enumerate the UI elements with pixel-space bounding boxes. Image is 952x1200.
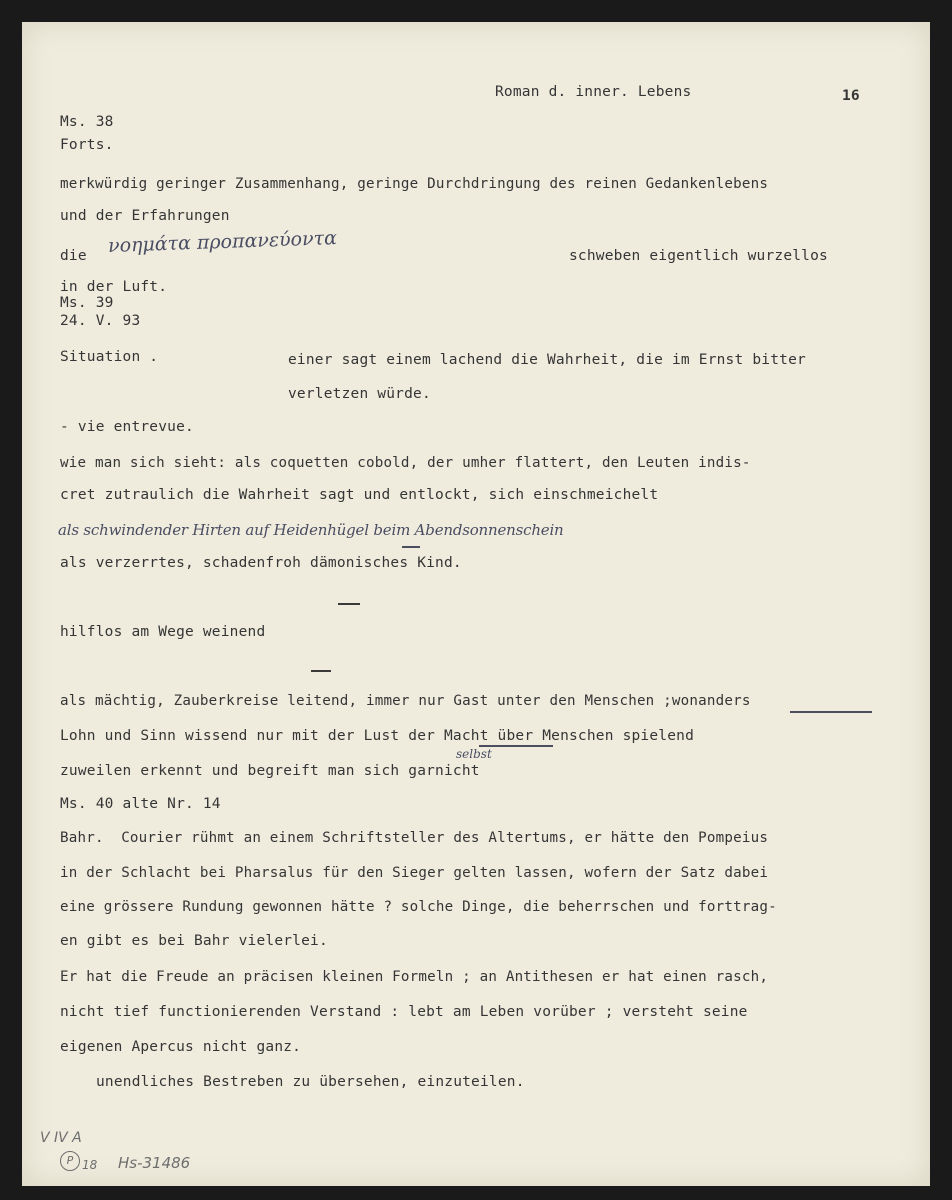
text-line: unendliches Bestreben zu übersehen, einzuteilen. — [96, 1074, 525, 1090]
text-line: Ms. 40 alte Nr. 14 — [60, 796, 221, 812]
text-line: Lohn und Sinn wissend nur mit der Lust der Macht über Menschen spielend — [60, 728, 695, 744]
text-line: wie man sich sieht: als coquetten cobold, der umher flattert, den Leuten indis- — [60, 455, 751, 471]
document-page — [22, 22, 930, 1186]
text-line: einer sagt einem lachend die Wahrheit, die im Ernst bitter — [288, 352, 806, 368]
handwritten-selbst: selbst — [456, 747, 492, 761]
text-line: Bahr. Courier rühmt an einem Schriftsteller des Altertums, er hätte den Pompeius — [60, 830, 769, 846]
text-line: en gibt es bei Bahr vielerlei. — [60, 933, 328, 949]
text-line: Ms. 39 — [60, 295, 114, 311]
text-line: Ms. 38 — [60, 114, 114, 130]
text-line: und der Erfahrungen — [60, 208, 230, 224]
section-dash — [338, 603, 360, 605]
pencil-number: 18 — [82, 1158, 98, 1172]
pencil-signature: Hs-31486 — [118, 1154, 191, 1172]
text-line: merkwürdig geringer Zusammenhang, geringe Durchdringung des reinen Gedankenlebens — [60, 176, 769, 192]
text-line: als verzerrtes, schadenfroh dämonisches Kind. — [60, 555, 462, 571]
pencil-shelfmark: V IV A — [40, 1130, 82, 1146]
running-title: Roman d. inner. Lebens — [495, 84, 692, 100]
text-line: eigenen Apercus nicht ganz. — [60, 1039, 302, 1055]
text-line: cret zutraulich die Wahrheit sagt und entlockt, sich einschmeichelt — [60, 487, 659, 503]
section-dash — [311, 670, 331, 672]
text-line: - vie entrevue. — [60, 419, 194, 435]
text-line: als mächtig, Zauberkreise leitend, immer nur Gast unter den Menschen ;wonanders — [60, 693, 751, 709]
handwritten-insertion: als schwindender Hirten auf Heidenhügel beim Abendsonnenschein — [58, 521, 564, 539]
insertion-mark — [402, 546, 420, 548]
text-line: verletzen würde. — [288, 386, 431, 402]
text-line: schweben eigentlich wurzellos — [569, 248, 828, 264]
pencil-circle-mark: P — [60, 1151, 80, 1171]
underline-wonanders — [790, 711, 872, 713]
text-line: 24. V. 93 — [60, 313, 141, 329]
text-line: nicht tief functionierenden Verstand : lebt am Leben vorüber ; versteht seine — [60, 1004, 748, 1020]
handwritten-greek: νοημάτα προπανεύοντα — [107, 227, 338, 257]
text-line: eine grössere Rundung gewonnen hätte ? solche Dinge, die beherrschen und forttrag- — [60, 899, 777, 915]
text-line: zuweilen erkennt und begreift man sich garnicht — [60, 763, 480, 779]
text-line: Forts. — [60, 137, 114, 153]
text-line: in der Luft. — [60, 279, 168, 295]
text-line: Er hat die Freude an präcisen kleinen Formeln ; an Antithesen er hat einen rasch, — [60, 969, 769, 985]
text-line: hilflos am Wege weinend — [60, 624, 266, 640]
text-line: Situation . — [60, 349, 159, 365]
text-line: die — [60, 248, 87, 264]
text-line: in der Schlacht bei Pharsalus für den Sieger gelten lassen, wofern der Satz dabei — [60, 865, 769, 881]
page-number: 16 — [842, 88, 860, 104]
